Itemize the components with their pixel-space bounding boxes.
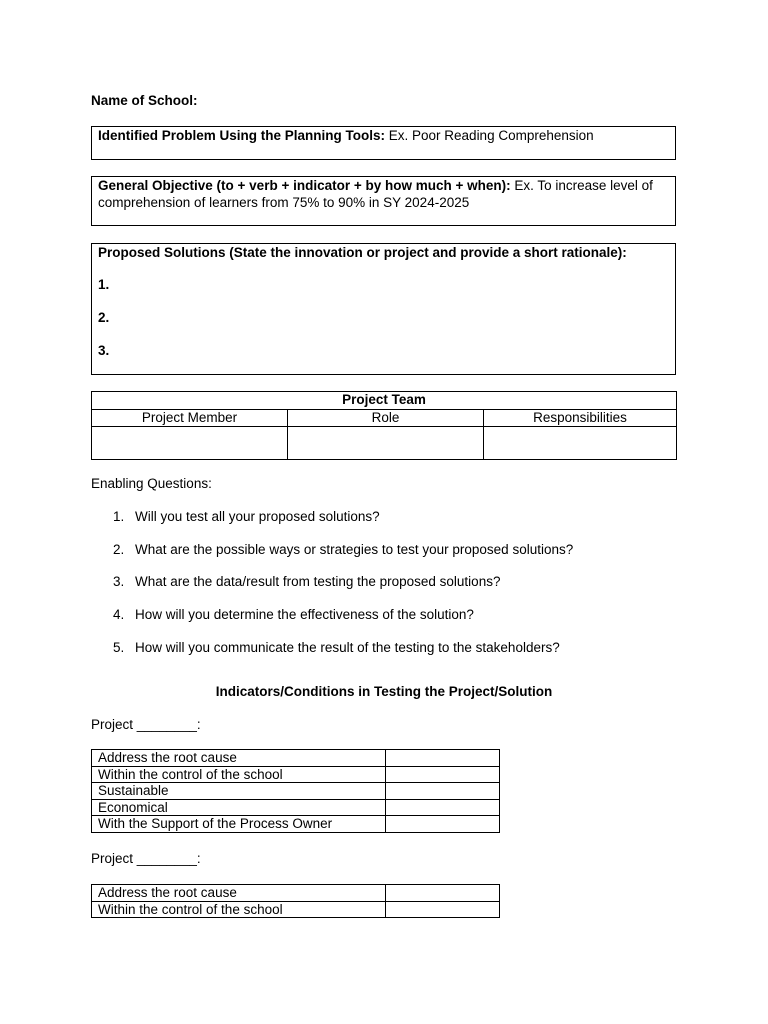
objective-label: General Objective (to + verb + indicator + by how much + when): (98, 178, 511, 193)
objective-example-line2: comprehension of learners from 75% to 90% in SY 2024-2025 (98, 194, 470, 210)
criterion-label: Address the root cause (92, 885, 386, 902)
criterion-check-cell[interactable] (386, 816, 500, 833)
team-cell-responsibilities[interactable] (484, 427, 677, 460)
criterion-label: With the Support of the Process Owner (92, 816, 386, 833)
team-cell-role[interactable] (288, 427, 484, 460)
problem-label: Identified Problem Using the Planning Tools: (98, 128, 386, 143)
criterion-check-cell[interactable] (386, 901, 500, 918)
team-header-responsibilities: Responsibilities (484, 409, 677, 427)
criterion-label: Address the root cause (92, 750, 386, 767)
solutions-label: Proposed Solutions (State the innovation or project and provide a short rationale): (98, 245, 627, 260)
team-header-member: Project Member (92, 409, 288, 427)
team-cell-member[interactable] (92, 427, 288, 460)
objective-example-line1: Ex. To increase level of (510, 178, 653, 193)
identified-problem-box[interactable] (91, 126, 676, 160)
project-label-1: Project ________: (91, 717, 201, 732)
problem-example: Ex. Poor Reading Comprehension (385, 128, 594, 143)
criterion-check-cell[interactable] (386, 766, 500, 783)
general-objective-box[interactable] (91, 176, 676, 226)
project-label-2: Project ________: (91, 851, 201, 866)
enabling-questions-label: Enabling Questions: (91, 476, 212, 491)
solution-item-2: 2. (98, 310, 110, 325)
criterion-label: Within the control of the school (92, 766, 386, 783)
solution-item-3: 3. (98, 343, 110, 358)
indicators-table-1 (91, 749, 500, 833)
criterion-check-cell[interactable] (386, 750, 500, 767)
project-team-title: Project Team (92, 392, 677, 410)
criterion-label: Sustainable (92, 783, 386, 800)
team-header-role: Role (288, 409, 484, 427)
school-name-label: Name of School: (91, 93, 198, 108)
criterion-label: Within the control of the school (92, 901, 386, 918)
indicators-title: Indicators/Conditions in Testing the Project/Solution (215, 684, 553, 699)
criterion-check-cell[interactable] (386, 783, 500, 800)
criterion-label: Economical (92, 799, 386, 816)
indicators-table-2 (91, 884, 500, 918)
solution-item-1: 1. (98, 277, 110, 292)
proposed-solutions-box[interactable] (91, 243, 676, 375)
criterion-check-cell[interactable] (386, 885, 500, 902)
criterion-check-cell[interactable] (386, 799, 500, 816)
project-team-table (91, 391, 677, 460)
